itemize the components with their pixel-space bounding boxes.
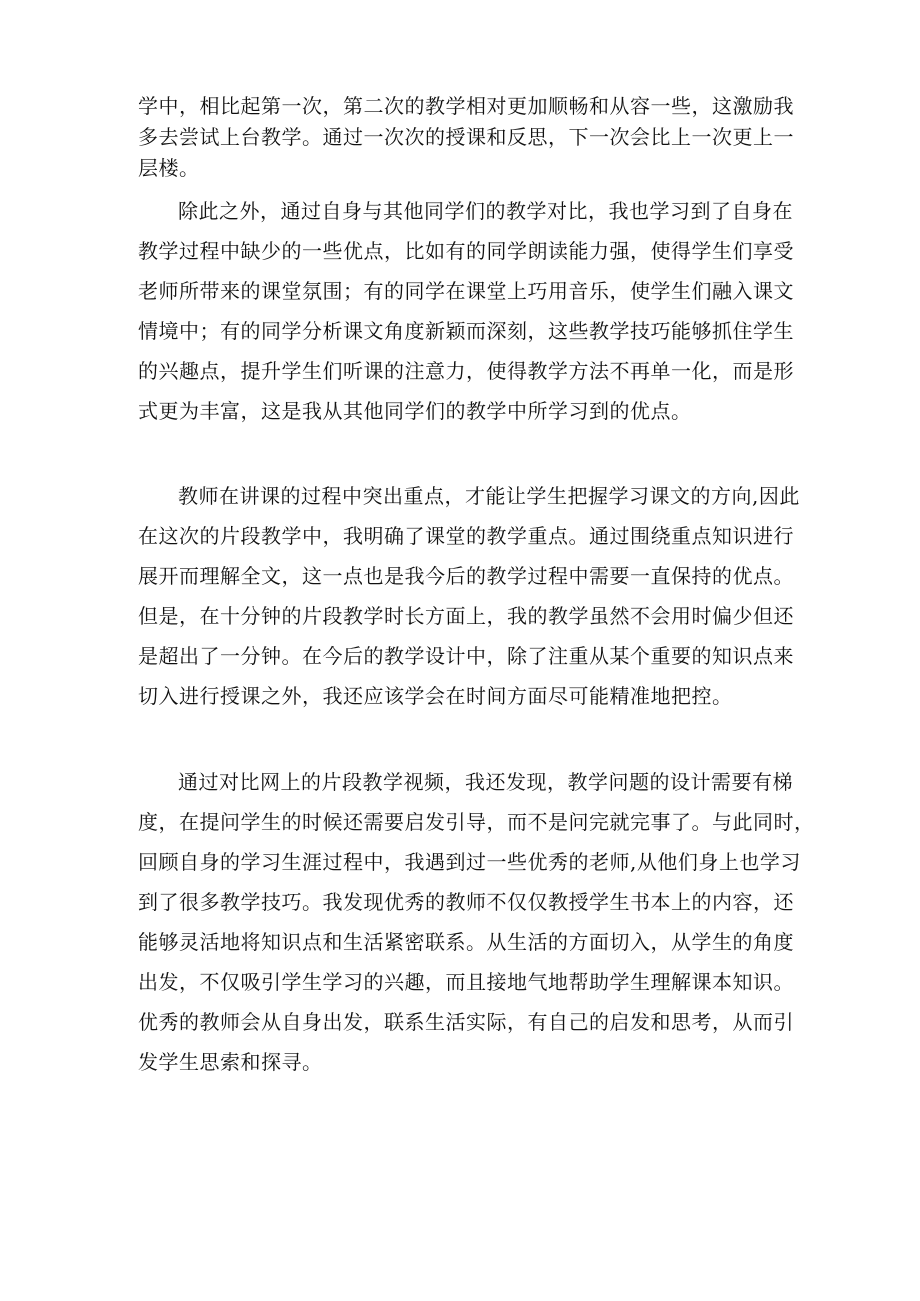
paragraph-key-points	[138, 476, 800, 716]
text-line: 学中，相比起第一次，第二次的教学相对更加顺畅和从容一些，这激励我	[138, 94, 794, 118]
text-line: 教学过程中缺少的一些优点，比如有的同学朗读能力强，使得学生们享受	[138, 239, 794, 263]
text-line: 老师所带来的课堂氛围；有的同学在课堂上巧用音乐，使学生们融入课文	[138, 279, 794, 303]
text-line: 但是，在十分钟的片段教学时长方面上，我的教学虽然不会用时偏少但还	[138, 604, 794, 628]
text-line: 式更为丰富，这是我从其他同学们的教学中所学习到的优点。	[138, 399, 692, 423]
text-line: 是超出了一分钟。在今后的教学设计中，除了注重从某个重要的知识点来	[138, 644, 794, 668]
text-line: 多去尝试上台教学。通过一次次的授课和反思，下一次会比上一次更上一	[138, 125, 794, 149]
text-line: 教师在讲课的过程中突出重点，才能让学生把握学习课文的方向,因此	[178, 484, 800, 508]
text-line: 在这次的片段教学中，我明确了课堂的教学重点。通过围绕重点知识进行	[138, 524, 794, 548]
paragraph-continuation	[138, 91, 794, 184]
text-line: 情境中；有的同学分析课文角度新颖而深刻，这些教学技巧能够抓住学生	[138, 319, 794, 343]
text-line: 优秀的教师会从自身出发，联系生活实际，有自己的启发和思考，从而引	[138, 1010, 794, 1034]
text-line: 出发，不仅吸引学生学习的兴趣，而且接地气地帮助学生理解课本知识。	[138, 970, 794, 994]
text-line: 展开而理解全文，这一点也是我今后的教学过程中需要一直保持的优点。	[138, 564, 794, 588]
text-line: 到了很多教学技巧。我发现优秀的教师不仅仅教授学生书本上的内容，还	[138, 890, 794, 914]
text-line: 层楼。	[138, 156, 200, 180]
text-line: 通过对比网上的片段教学视频，我还发现，教学问题的设计需要有梯	[178, 770, 793, 794]
text-line: 度，在提问学生的时候还需要启发引导，而不是问完就完事了。与此同时，	[138, 810, 815, 834]
text-line: 的兴趣点，提升学生们听课的注意力，使得教学方法不再单一化，而是形	[138, 359, 794, 383]
text-line: 回顾自身的学习生涯过程中，我遇到过一些优秀的老师,从他们身上也学习	[138, 850, 801, 874]
paragraph-peer-comparison	[138, 191, 794, 431]
text-line: 切入进行授课之外，我还应该学会在时间方面尽可能精准地把控。	[138, 684, 733, 708]
text-line: 能够灵活地将知识点和生活紧密联系。从生活的方面切入，从学生的角度	[138, 930, 794, 954]
text-line: 发学生思索和探寻。	[138, 1050, 323, 1074]
text-line: 除此之外，通过自身与其他同学们的教学对比，我也学习到了自身在	[178, 199, 793, 223]
paragraph-question-design	[138, 762, 815, 1082]
